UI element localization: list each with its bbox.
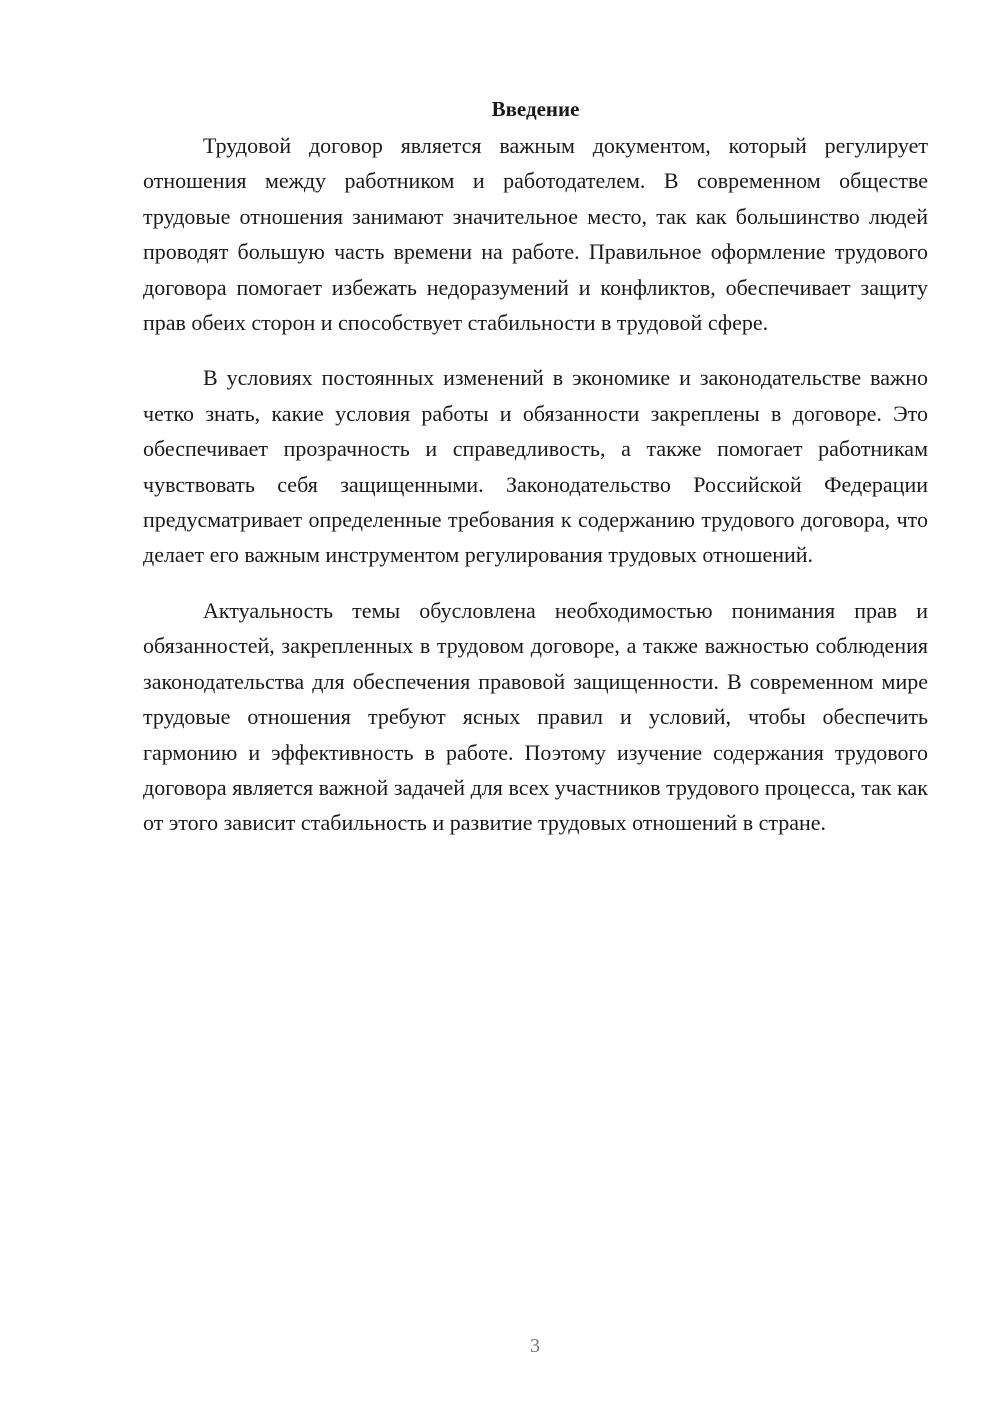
section-title: Введение: [491, 97, 580, 121]
paragraph-3: Актуальность темы обусловлена необходимостью понимания прав и обязанностей, закрепленных в трудовом договоре, а также важностью соблюдения законодательства для обеспечения правовой защищенности. В современном мире трудовые отношения требуют ясных правил и условий, чтобы обеспечить гармонию и эффективность в работе. Поэтому изучение содержания трудового договора является важной задачей для всех участников трудового процесса, так как от этого зависит стабильность и развитие трудовых отношений в стране.: [143, 597, 928, 836]
page-number: 3: [530, 1335, 540, 1357]
paragraph-2: В условиях постоянных изменений в экономике и законодательстве важно четко знать, какие условия работы и обязанности закреплены в договоре. Это обеспечивает прозрачность и справедливость, а также помогает работникам чувствовать себя защищенными. Законодательство Российской Федерации предусматривает определенные требования к содержанию трудового договора, что делает его важным инструментом регулирования трудовых отношений.: [143, 365, 928, 568]
paragraph-1: Трудовой договор является важным документом, который регулирует отношения между работником и работодателем. В современном обществе трудовые отношения занимают значительное место, так как большинство людей проводят большую часть времени на работе. Правильное оформление трудового договора помогает избежать недоразумений и конфликтов, обеспечивает защиту прав обеих сторон и способствует стабильности в трудовой сфере.: [143, 133, 928, 336]
document-body: [143, 92, 928, 841]
